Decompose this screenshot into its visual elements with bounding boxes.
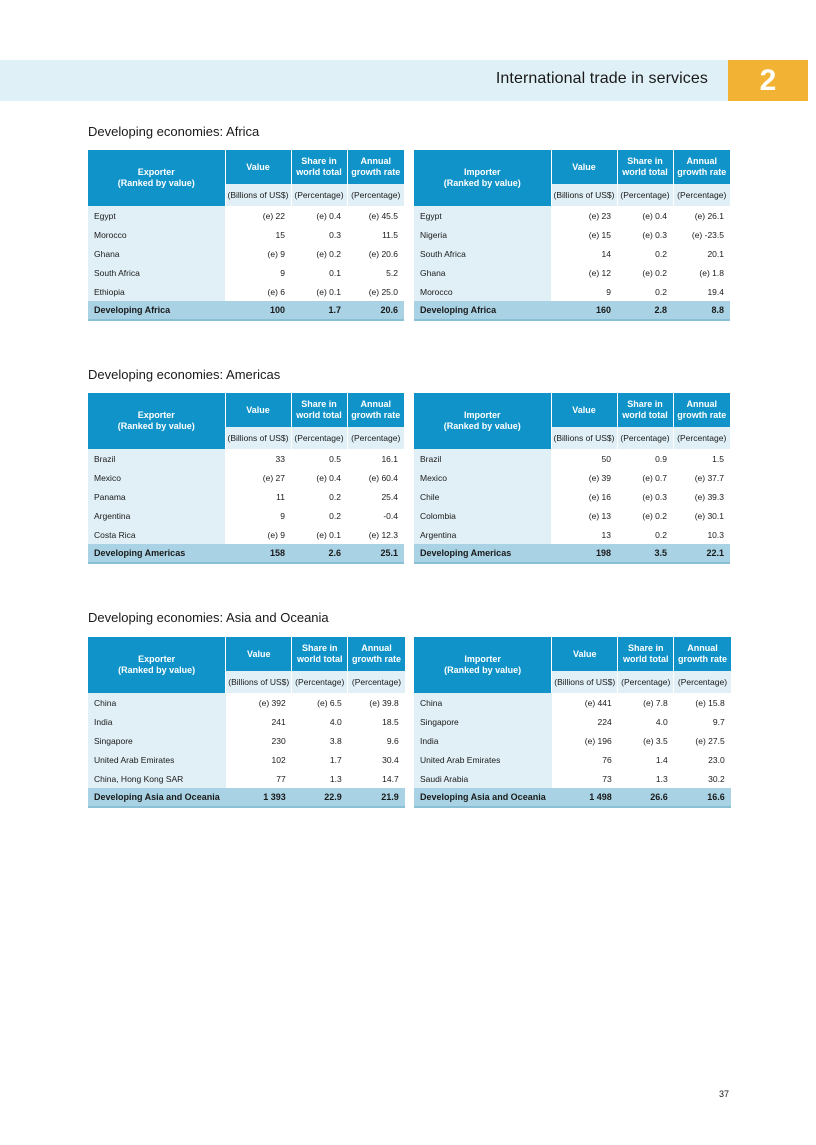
- growth-cell: 20.1: [707, 248, 724, 259]
- growth-cell: (e) 20.6: [368, 248, 398, 259]
- growth-cell: (e) 27.5: [695, 735, 725, 746]
- total-share-cell: 3.5: [617, 544, 673, 563]
- total-row: [88, 301, 404, 320]
- economy-cell: Brazil: [414, 449, 551, 468]
- growth-cell: 5.2: [386, 267, 398, 278]
- table-row: [414, 712, 731, 731]
- growth-cell: 19.4: [707, 286, 724, 297]
- value-cell: (e) 16: [588, 491, 611, 502]
- growth-cell: 9.7: [712, 716, 725, 727]
- growth-cell: (e) 30.1: [694, 510, 724, 521]
- total-share-cell: 1.7: [291, 301, 347, 320]
- table-row: [414, 487, 730, 506]
- growth-cell: (e) 15.8: [695, 697, 725, 708]
- share-cell: 0.3: [329, 229, 341, 240]
- section-title-africa: Developing economies: Africa: [88, 124, 260, 139]
- share-unit: (Percentage): [291, 427, 347, 449]
- value-cell: (e) 9: [267, 529, 285, 540]
- growth-cell: 14.7: [382, 773, 399, 784]
- share-cell: (e) 0.7: [642, 472, 667, 483]
- value-cell: 14: [601, 248, 611, 259]
- exporter-header: Exporter (Ranked by value): [88, 637, 226, 693]
- value-cell: (e) 9: [267, 248, 285, 259]
- growth-cell: 1.5: [712, 453, 724, 464]
- total-value-cell: 1 498: [552, 788, 618, 807]
- total-growth-cell: 25.1: [347, 544, 404, 563]
- growth-unit: (Percentage): [673, 427, 730, 449]
- value-cell: (e) 12: [588, 267, 611, 278]
- total-growth-cell: 16.6: [674, 788, 731, 807]
- exporters-table: [88, 393, 404, 564]
- importers-table: [414, 637, 731, 808]
- growth-header: Annual growth rate: [347, 150, 404, 184]
- exporters-table: [88, 150, 404, 321]
- value-cell: (e) 196: [584, 735, 612, 746]
- value-cell: 102: [271, 754, 286, 765]
- economy-cell: Argentina: [414, 525, 551, 544]
- total-economy-cell: Developing Asia and Oceania: [414, 788, 552, 807]
- value-header: Value: [551, 393, 617, 427]
- total-economy-cell: Developing Africa: [414, 301, 551, 320]
- growth-cell: (e) 25.0: [368, 286, 398, 297]
- value-cell: 33: [275, 453, 285, 464]
- share-cell: (e) 7.8: [643, 697, 668, 708]
- table-row: [88, 468, 404, 487]
- growth-cell: (e) 39.3: [694, 491, 724, 502]
- share-cell: (e) 0.4: [642, 210, 667, 221]
- economy-cell: Ghana: [414, 263, 551, 282]
- share-unit: (Percentage): [292, 671, 348, 693]
- total-economy-cell: Developing Asia and Oceania: [88, 788, 226, 807]
- importer-header: Importer (Ranked by value): [414, 150, 551, 206]
- economy-cell: Morocco: [88, 225, 225, 244]
- economy-cell: United Arab Emirates: [88, 750, 226, 769]
- exporters-table: [88, 637, 405, 808]
- value-header: Value: [551, 150, 617, 184]
- growth-header: Annual growth rate: [673, 393, 730, 427]
- economy-cell: Nigeria: [414, 225, 551, 244]
- table-row: [414, 750, 731, 769]
- total-economy-cell: Developing Americas: [414, 544, 551, 563]
- table-row: [414, 449, 730, 468]
- economy-cell: India: [414, 731, 552, 750]
- total-value-cell: 100: [225, 301, 291, 320]
- economy-cell: Ethiopia: [88, 282, 225, 301]
- growth-cell: 30.2: [708, 773, 725, 784]
- growth-cell: (e) 37.7: [694, 472, 724, 483]
- table-row: [88, 263, 404, 282]
- table-row: [88, 525, 404, 544]
- table-row: [414, 693, 731, 712]
- share-unit: (Percentage): [291, 184, 347, 206]
- economy-cell: Ghana: [88, 244, 225, 263]
- share-cell: (e) 0.3: [642, 491, 667, 502]
- share-cell: (e) 0.2: [642, 267, 667, 278]
- economy-cell: Brazil: [88, 449, 225, 468]
- economy-cell: Panama: [88, 487, 225, 506]
- total-growth-cell: 21.9: [348, 788, 405, 807]
- total-row: [88, 544, 404, 563]
- economy-cell: United Arab Emirates: [414, 750, 552, 769]
- total-value-cell: 158: [225, 544, 291, 563]
- value-cell: (e) 13: [588, 510, 611, 521]
- value-header: Value: [552, 637, 618, 671]
- table-row: [88, 769, 405, 788]
- value-cell: (e) 15: [588, 229, 611, 240]
- share-cell: 0.2: [655, 529, 667, 540]
- table-row: [88, 731, 405, 750]
- share-header: Share in world total: [292, 637, 348, 671]
- growth-cell: 9.6: [386, 735, 399, 746]
- economy-cell: China: [414, 693, 552, 712]
- table-row: [88, 693, 405, 712]
- exporter-header: Exporter (Ranked by value): [88, 393, 225, 449]
- growth-header: Annual growth rate: [673, 150, 730, 184]
- share-header: Share in world total: [291, 150, 347, 184]
- growth-unit: (Percentage): [347, 427, 404, 449]
- value-cell: (e) 39: [588, 472, 611, 483]
- share-cell: (e) 0.2: [642, 510, 667, 521]
- value-cell: 77: [276, 773, 286, 784]
- value-header: Value: [226, 637, 292, 671]
- share-cell: 1.3: [655, 773, 668, 784]
- value-cell: 73: [602, 773, 612, 784]
- growth-header: Annual growth rate: [347, 393, 404, 427]
- value-cell: 224: [597, 716, 612, 727]
- chapter-header-band: [0, 60, 728, 101]
- share-cell: 0.2: [655, 286, 667, 297]
- share-header: Share in world total: [618, 637, 674, 671]
- value-unit: (Billions of US$): [552, 671, 618, 693]
- share-cell: (e) 0.2: [316, 248, 341, 259]
- chapter-number-tab: 2: [728, 60, 808, 101]
- share-cell: 1.3: [329, 773, 342, 784]
- growth-cell: 10.3: [707, 529, 724, 540]
- growth-cell: (e) 26.1: [694, 210, 724, 221]
- value-unit: (Billions of US$): [551, 427, 617, 449]
- total-share-cell: 26.6: [618, 788, 674, 807]
- growth-unit: (Percentage): [348, 671, 405, 693]
- share-cell: 1.7: [329, 754, 342, 765]
- economy-cell: China, Hong Kong SAR: [88, 769, 226, 788]
- value-cell: (e) 6: [267, 286, 285, 297]
- growth-cell: (e) 1.8: [699, 267, 724, 278]
- economy-cell: Chile: [414, 487, 551, 506]
- growth-cell: (e) 12.3: [368, 529, 398, 540]
- growth-unit: (Percentage): [674, 671, 731, 693]
- total-row: [88, 788, 405, 807]
- table-row: [414, 525, 730, 544]
- value-unit: (Billions of US$): [225, 184, 291, 206]
- table-row: [88, 712, 405, 731]
- share-header: Share in world total: [291, 393, 347, 427]
- value-header: Value: [225, 393, 291, 427]
- growth-cell: (e) 39.8: [369, 697, 399, 708]
- share-cell: (e) 0.4: [316, 210, 341, 221]
- importers-table: [414, 393, 730, 564]
- share-unit: (Percentage): [617, 427, 673, 449]
- value-cell: (e) 22: [262, 210, 285, 221]
- growth-cell: 16.1: [381, 453, 398, 464]
- table-row: [88, 750, 405, 769]
- table-row: [414, 731, 731, 750]
- total-share-cell: 2.6: [291, 544, 347, 563]
- growth-unit: (Percentage): [673, 184, 730, 206]
- growth-header: Annual growth rate: [348, 637, 405, 671]
- economy-cell: Egypt: [414, 206, 551, 225]
- economy-cell: Costa Rica: [88, 525, 225, 544]
- table-row: [414, 206, 730, 225]
- share-cell: 0.2: [329, 491, 341, 502]
- total-value-cell: 160: [551, 301, 617, 320]
- share-cell: 0.2: [329, 510, 341, 521]
- total-growth-cell: 20.6: [347, 301, 404, 320]
- growth-unit: (Percentage): [347, 184, 404, 206]
- value-cell: 9: [280, 510, 285, 521]
- chapter-title: International trade in services: [495, 70, 708, 87]
- total-share-cell: 2.8: [617, 301, 673, 320]
- value-cell: (e) 392: [258, 697, 286, 708]
- value-unit: (Billions of US$): [226, 671, 292, 693]
- table-row: [414, 263, 730, 282]
- importers-table: [414, 150, 730, 321]
- growth-header: Annual growth rate: [674, 637, 731, 671]
- economy-cell: South Africa: [414, 244, 551, 263]
- total-share-cell: 22.9: [292, 788, 348, 807]
- value-cell: 230: [271, 735, 286, 746]
- table-row: [88, 244, 404, 263]
- value-cell: 9: [280, 267, 285, 278]
- value-cell: 15: [275, 229, 285, 240]
- value-cell: 50: [601, 453, 611, 464]
- total-row: [414, 301, 730, 320]
- total-economy-cell: Developing Africa: [88, 301, 225, 320]
- table-row: [88, 225, 404, 244]
- growth-cell: 18.5: [382, 716, 399, 727]
- economy-cell: Mexico: [88, 468, 225, 487]
- economy-cell: Saudi Arabia: [414, 769, 552, 788]
- growth-cell: (e) -23.5: [691, 229, 724, 240]
- value-cell: 76: [602, 754, 612, 765]
- economy-cell: Argentina: [88, 506, 225, 525]
- value-unit: (Billions of US$): [551, 184, 617, 206]
- total-value-cell: 198: [551, 544, 617, 563]
- growth-cell: 30.4: [382, 754, 399, 765]
- share-cell: (e) 3.5: [643, 735, 668, 746]
- importer-header: Importer (Ranked by value): [414, 637, 552, 693]
- share-cell: 3.8: [329, 735, 342, 746]
- total-row: [414, 544, 730, 563]
- total-economy-cell: Developing Americas: [88, 544, 225, 563]
- share-cell: (e) 0.1: [316, 529, 341, 540]
- table-row: [414, 468, 730, 487]
- table-row: [414, 769, 731, 788]
- share-header: Share in world total: [617, 150, 673, 184]
- share-cell: 0.9: [655, 453, 667, 464]
- economy-cell: Singapore: [88, 731, 226, 750]
- share-cell: 0.2: [655, 248, 667, 259]
- share-cell: (e) 0.3: [642, 229, 667, 240]
- table-row: [88, 282, 404, 301]
- share-cell: 0.5: [329, 453, 341, 464]
- growth-cell: (e) 45.5: [368, 210, 398, 221]
- share-cell: (e) 0.1: [316, 286, 341, 297]
- economy-cell: Mexico: [414, 468, 551, 487]
- value-unit: (Billions of US$): [225, 427, 291, 449]
- value-header: Value: [225, 150, 291, 184]
- exporter-header: Exporter (Ranked by value): [88, 150, 225, 206]
- total-value-cell: 1 393: [226, 788, 292, 807]
- table-row: [88, 206, 404, 225]
- economy-cell: Morocco: [414, 282, 551, 301]
- value-cell: 9: [606, 286, 611, 297]
- economy-cell: Singapore: [414, 712, 552, 731]
- share-cell: 4.0: [329, 716, 342, 727]
- table-row: [88, 506, 404, 525]
- share-cell: (e) 6.5: [317, 697, 342, 708]
- share-unit: (Percentage): [618, 671, 674, 693]
- economy-cell: Colombia: [414, 506, 551, 525]
- section-title-asia-oceania: Developing economies: Asia and Oceania: [88, 610, 329, 625]
- table-row: [414, 225, 730, 244]
- share-cell: 0.1: [329, 267, 341, 278]
- economy-cell: India: [88, 712, 226, 731]
- economy-cell: Egypt: [88, 206, 225, 225]
- table-row: [414, 244, 730, 263]
- share-cell: (e) 0.4: [316, 472, 341, 483]
- total-growth-cell: 22.1: [673, 544, 730, 563]
- economy-cell: South Africa: [88, 263, 225, 282]
- growth-cell: -0.4: [383, 510, 398, 521]
- section-title-americas: Developing economies: Americas: [88, 367, 281, 382]
- growth-cell: 25.4: [381, 491, 398, 502]
- share-cell: 1.4: [655, 754, 668, 765]
- value-cell: 11: [276, 491, 285, 502]
- share-unit: (Percentage): [617, 184, 673, 206]
- table-row: [88, 449, 404, 468]
- growth-cell: (e) 60.4: [368, 472, 398, 483]
- total-growth-cell: 8.8: [673, 301, 730, 320]
- table-row: [414, 282, 730, 301]
- share-cell: 4.0: [655, 716, 668, 727]
- page-number: 37: [719, 1089, 730, 1099]
- value-cell: (e) 27: [262, 472, 285, 483]
- share-header: Share in world total: [617, 393, 673, 427]
- value-cell: (e) 441: [584, 697, 612, 708]
- value-cell: 13: [601, 529, 611, 540]
- economy-cell: China: [88, 693, 226, 712]
- total-row: [414, 788, 731, 807]
- table-row: [88, 487, 404, 506]
- value-cell: 241: [271, 716, 286, 727]
- growth-cell: 23.0: [708, 754, 725, 765]
- growth-cell: 11.5: [382, 229, 398, 240]
- importer-header: Importer (Ranked by value): [414, 393, 551, 449]
- value-cell: (e) 23: [588, 210, 611, 221]
- table-row: [414, 506, 730, 525]
